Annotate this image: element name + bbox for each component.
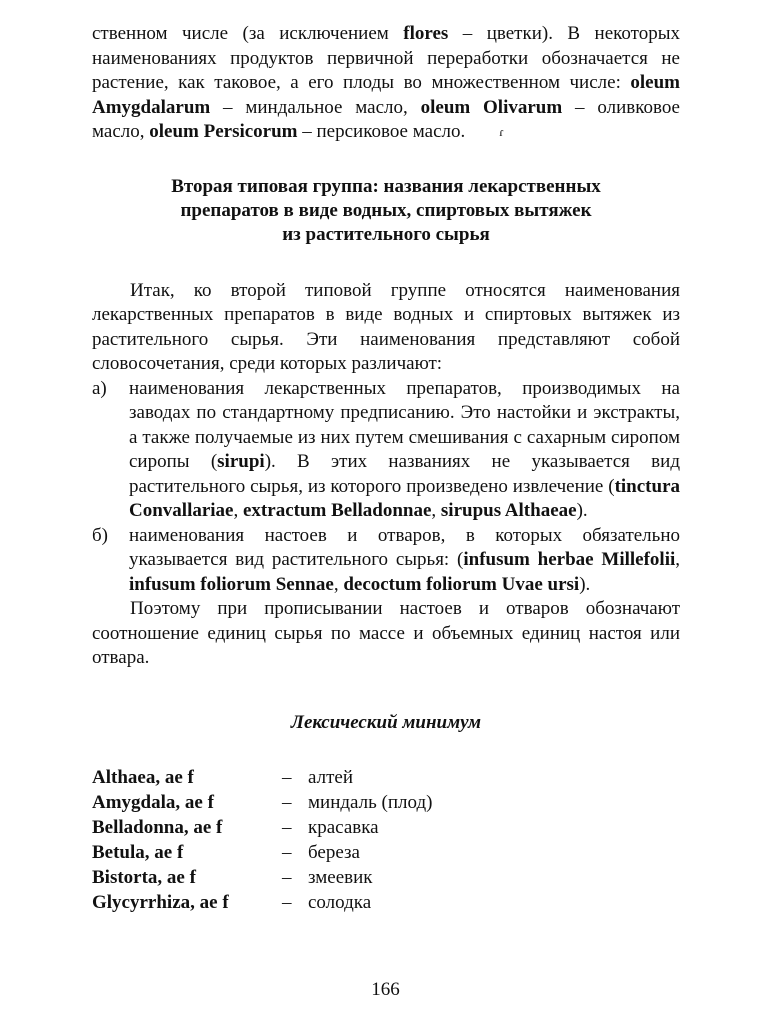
vocab-term: Belladonna, ae f xyxy=(92,816,223,838)
vocab-definition: береза xyxy=(308,841,360,863)
term-extractum-belladonnae: extractum Belladonnae xyxy=(243,500,432,522)
term-oleum-persicorum: oleum Persicorum xyxy=(149,121,298,142)
term-flores: flores xyxy=(403,23,449,44)
vocab-row xyxy=(92,840,680,865)
vocab-definition: алтей xyxy=(308,766,353,788)
section-heading xyxy=(92,175,680,247)
term-oleum-olivarum: oleum Olivarum xyxy=(420,96,563,118)
list-body-a xyxy=(129,377,680,524)
term-sirupus-althaeae: sirupus Althaeae xyxy=(440,500,577,522)
list-a-text-1: наименования лекарственных препаратов, производимых на заводах по стандартному предписанию. Это настойки и экстракты, а также получаемые из них путем смешивания с сахарным сиропом сиропы ( xyxy=(129,377,680,473)
list-a-text-3: , xyxy=(233,500,243,522)
paragraph-top-text-1: ственном числе (за исключением xyxy=(92,23,404,44)
page-content xyxy=(92,22,680,915)
vocab-dash: – xyxy=(282,816,292,838)
list-marker-b: б) xyxy=(92,524,108,546)
list-body-b xyxy=(129,524,680,598)
vocab-row xyxy=(92,865,680,890)
vocab-row xyxy=(92,790,680,815)
section-heading-line-3: из растительного сырья xyxy=(282,223,490,245)
term-tinctura-convallariae: tinctura Convallariae xyxy=(129,475,680,522)
term-oleum-amygdalarum: oleum Amygdalarum xyxy=(92,72,680,118)
term-sirupi: sirupi xyxy=(217,451,265,473)
vocab-row xyxy=(92,815,680,840)
intro-paragraph: Итак, ко второй типовой группе относятся наименования лекарственных препаратов в виде водных и спиртовых вытяжек из растительного сырья. Эти наименования представляют собой словосочетания, среди которых различают: xyxy=(92,279,680,375)
vocab-term: Glycyrrhiza, ae f xyxy=(92,891,229,913)
vocab-term: Althaea, ae f xyxy=(92,766,194,788)
stray-mark: ɾ xyxy=(499,124,504,140)
vocab-term: Betula, ae f xyxy=(92,841,184,863)
vocab-row xyxy=(92,765,680,790)
vocab-definition: миндаль (плод) xyxy=(308,791,433,813)
list-a-text-5: ). xyxy=(576,500,588,522)
closing-paragraph: Поэтому при прописывании настоев и отваров обозначают соотношение единиц сырья по массе и объемных единиц настоя или отвара. xyxy=(92,598,680,669)
types-list xyxy=(92,377,680,598)
vocab-term: Bistorta, ae f xyxy=(92,866,196,888)
vocab-definition: змеевик xyxy=(308,866,373,888)
vocabulary-list xyxy=(92,765,680,915)
list-b-text-3: , xyxy=(333,573,344,595)
vocab-dash: – xyxy=(282,766,292,788)
term-infusum-herbae-millefolii: infusum herbae Millefolii xyxy=(463,549,676,571)
vocab-dash: – xyxy=(282,866,292,888)
paragraph-top-text-3: – миндальное масло, xyxy=(210,96,421,118)
list-item-a xyxy=(92,377,680,524)
term-infusum-foliorum-sennae: infusum foliorum Sennae xyxy=(129,573,334,595)
list-marker-a: а) xyxy=(92,377,107,399)
paragraph-top-text-2: – цветки). В некоторых наименованиях продуктов первичной переработки обозначается не растение, как таковое, а его плоды во множественном числе: xyxy=(92,23,680,93)
vocab-definition: красавка xyxy=(308,816,379,838)
list-b-text-1: наименования настоев и отваров, в которых обязательно указывается вид растительного сырья: ( xyxy=(129,524,680,571)
vocab-term: Amygdala, ae f xyxy=(92,791,214,813)
vocab-dash: – xyxy=(282,891,292,913)
paragraph-top-text-4: – оливковое масло, xyxy=(92,96,680,142)
section-heading-line-2: препаратов в виде водных, спиртовых вытяжек xyxy=(180,199,592,221)
paragraph-top xyxy=(92,22,680,145)
vocab-dash: – xyxy=(282,791,292,813)
list-a-text-4: , xyxy=(431,500,441,522)
page-number: 166 xyxy=(371,979,400,1000)
section-heading-line-1: Вторая типовая группа: названия лекарственных xyxy=(171,175,601,197)
list-b-text-4: ). xyxy=(579,573,591,595)
term-decoctum-foliorum-uvae-ursi: decoctum foliorum Uvae ursi xyxy=(343,573,580,595)
vocab-definition: солодка xyxy=(308,891,372,913)
vocab-row xyxy=(92,890,680,915)
vocab-dash: – xyxy=(282,841,292,863)
paragraph-top-text-5: – персиковое масло. xyxy=(297,121,466,142)
list-a-text-2: ). В этих названиях не указывается вид растительного сырья, из которого произведено извлечение ( xyxy=(129,451,680,497)
lexical-minimum-title: Лексический минимум xyxy=(290,711,482,733)
list-item-b xyxy=(92,524,680,598)
list-b-text-2: , xyxy=(675,549,681,571)
